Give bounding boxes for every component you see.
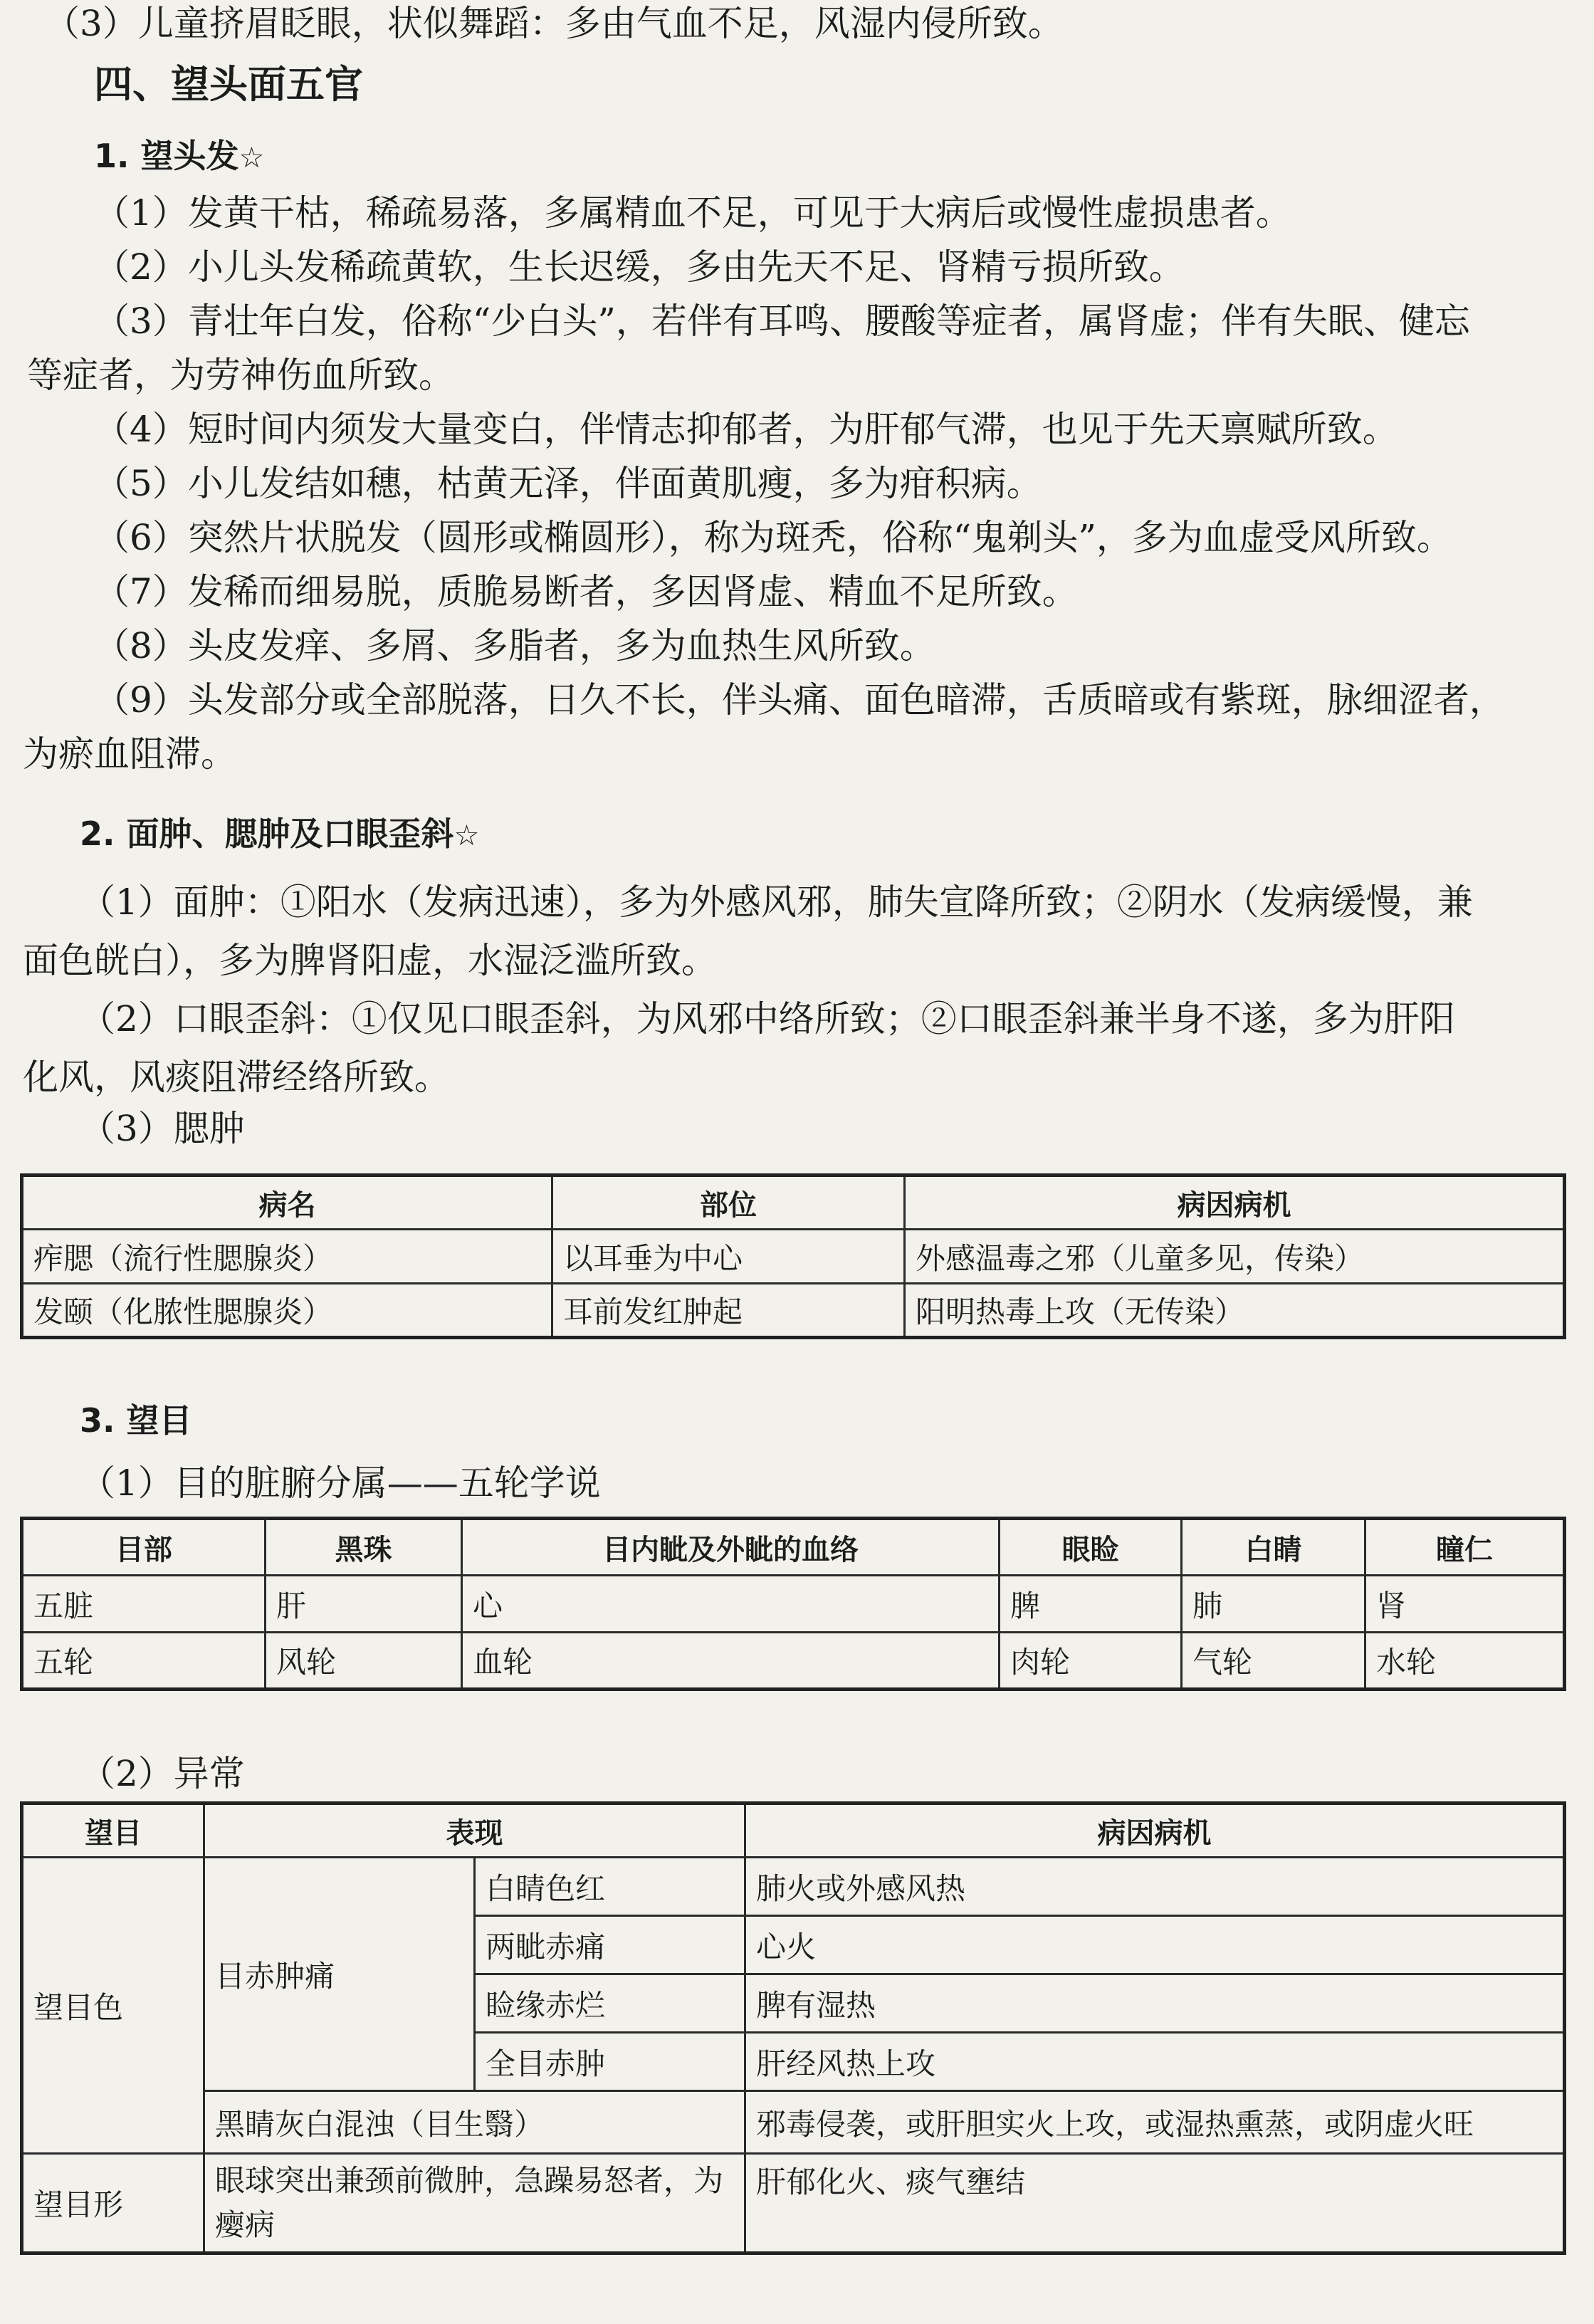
table-header-row bbox=[22, 1804, 1565, 1858]
table-cell: 望目色 bbox=[22, 1858, 204, 2154]
subsection-title-face-text: 2. 面肿、腮肿及口眼歪斜 bbox=[80, 815, 454, 853]
table-cell: 肝 bbox=[266, 1576, 462, 1633]
paragraph-line: （1）目的脏腑分属——五轮学说 bbox=[80, 1462, 601, 1504]
text-line-top: （3）儿童挤眉眨眼，状似舞蹈：多由气血不足，风湿内侵所致。 bbox=[44, 3, 1064, 44]
subsection-title-hair-text: 1. 望头发 bbox=[94, 137, 239, 175]
paragraph-line: 化风，风痰阻滞经络所致。 bbox=[23, 1057, 450, 1098]
table-cell: 五轮 bbox=[22, 1633, 266, 1690]
table-cell: 阳明热毒上攻（无传染） bbox=[905, 1284, 1565, 1338]
table-header-cell: 目部 bbox=[22, 1519, 266, 1576]
table-header-cell: 黑珠 bbox=[266, 1519, 462, 1576]
table-cell: 肺火或外感风热 bbox=[745, 1858, 1565, 1916]
table-cell: 以耳垂为中心 bbox=[552, 1230, 905, 1284]
star-icon: ☆ bbox=[238, 142, 265, 174]
table-header-row bbox=[22, 1519, 1565, 1576]
table-header-cell: 病名 bbox=[22, 1176, 552, 1230]
paragraph-line: （2）异常 bbox=[80, 1753, 245, 1794]
table-cell: 心火 bbox=[745, 1916, 1565, 1974]
table-cell: 脾 bbox=[1000, 1576, 1182, 1633]
table-cell: 目赤肿痛 bbox=[204, 1858, 475, 2091]
subsection-title-hair bbox=[94, 134, 264, 180]
table-cell: 望目形 bbox=[22, 2154, 204, 2254]
table-cell: 五脏 bbox=[22, 1576, 266, 1633]
paragraph-line: （3）腮肿 bbox=[80, 1108, 245, 1149]
paragraph-line: 面色㿠白），多为脾肾阳虚，水湿泛滥所致。 bbox=[23, 940, 717, 981]
table-row bbox=[22, 1858, 1565, 1916]
table-cell: 全目赤肿 bbox=[475, 2033, 745, 2091]
table-cell: 肝郁化火、痰气壅结 bbox=[745, 2154, 1565, 2254]
paragraph-line: （5）小儿发结如穗，枯黄无泽，伴面黄肌瘦，多为疳积病。 bbox=[94, 463, 1042, 504]
paragraph-line: 为瘀血阻滞。 bbox=[23, 733, 236, 775]
table-cell: 邪毒侵袭，或肝胆实火上攻，或湿热熏蒸，或阴虚火旺 bbox=[745, 2091, 1565, 2154]
paragraph-line: 等症者，为劳神伤血所致。 bbox=[27, 355, 454, 396]
table-cell: 黑睛灰白混浊（目生翳） bbox=[204, 2091, 745, 2154]
table-cell: 气轮 bbox=[1182, 1633, 1365, 1690]
table-row bbox=[22, 1633, 1565, 1690]
table-row bbox=[22, 1230, 1565, 1284]
table-cell: 白睛色红 bbox=[475, 1858, 745, 1916]
table-header-cell: 望目 bbox=[22, 1804, 204, 1858]
table-header-row bbox=[22, 1176, 1565, 1230]
table-header-cell: 病因病机 bbox=[745, 1804, 1565, 1858]
table-cell: 肾 bbox=[1365, 1576, 1565, 1633]
star-icon: ☆ bbox=[453, 820, 480, 852]
subsection-title-eye: 3. 望目 bbox=[80, 1401, 192, 1440]
table-cell: 水轮 bbox=[1365, 1633, 1565, 1690]
paragraph-line: （3）青壮年白发，俗称“少白头”，若伴有耳鸣、腰酸等症者，属肾虚；伴有失眠、健忘 bbox=[94, 300, 1470, 342]
paragraph-line: （7）发稀而细易脱，质脆易断者，多因肾虚、精血不足所致。 bbox=[94, 571, 1078, 612]
table-cell: 肝经风热上攻 bbox=[745, 2033, 1565, 2091]
table-cell: 外感温毒之邪（儿童多见，传染） bbox=[905, 1230, 1565, 1284]
table-cell: 发颐（化脓性腮腺炎） bbox=[22, 1284, 552, 1338]
table-cell: 心 bbox=[462, 1576, 1000, 1633]
table-cell: 肺 bbox=[1182, 1576, 1365, 1633]
paragraph-line: （1）面肿：①阳水（发病迅速），多为外感风邪，肺失宣降所致；②阴水（发病缓慢，兼 bbox=[80, 881, 1473, 923]
five-wheels-table bbox=[20, 1517, 1566, 1691]
table-cell: 肉轮 bbox=[1000, 1633, 1182, 1690]
parotitis-table bbox=[20, 1173, 1566, 1339]
table-cell: 睑缘赤烂 bbox=[475, 1974, 745, 2033]
table-row bbox=[22, 1284, 1565, 1338]
section-title-4: 四、望头面五官 bbox=[94, 62, 363, 107]
eye-abnormal-table bbox=[20, 1801, 1566, 2255]
table-header-cell: 眼睑 bbox=[1000, 1519, 1182, 1576]
table-header-cell: 目内眦及外眦的血络 bbox=[462, 1519, 1000, 1576]
table-row bbox=[22, 1576, 1565, 1633]
table-cell: 风轮 bbox=[266, 1633, 462, 1690]
paragraph-line: （4）短时间内须发大量变白，伴情志抑郁者，为肝郁气滞，也见于先天禀赋所致。 bbox=[94, 409, 1398, 450]
table-cell: 耳前发红肿起 bbox=[552, 1284, 905, 1338]
paragraph-line: （9）头发部分或全部脱落，日久不长，伴头痛、面色暗滞，舌质暗或有紫斑，脉细涩者， bbox=[94, 679, 1505, 721]
table-cell: 脾有湿热 bbox=[745, 1974, 1565, 2033]
table-cell: 痄腮（流行性腮腺炎） bbox=[22, 1230, 552, 1284]
paragraph-line: （2）口眼歪斜：①仅见口眼歪斜，为风邪中络所致；②口眼歪斜兼半身不遂，多为肝阳 bbox=[80, 998, 1455, 1040]
table-header-cell: 表现 bbox=[204, 1804, 745, 1858]
paragraph-line: （2）小儿头发稀疏黄软，生长迟缓，多由先天不足、肾精亏损所致。 bbox=[94, 246, 1185, 288]
table-cell: 血轮 bbox=[462, 1633, 1000, 1690]
table-row bbox=[22, 2091, 1565, 2154]
paragraph-line: （1）发黄干枯，稀疏易落，多属精血不足，可见于大病后或慢性虚损患者。 bbox=[94, 192, 1291, 234]
subsection-title-face bbox=[80, 812, 479, 858]
table-header-cell: 白睛 bbox=[1182, 1519, 1365, 1576]
paragraph-line: （8）头皮发痒、多屑、多脂者，多为血热生风所致。 bbox=[94, 625, 935, 666]
table-cell: 两眦赤痛 bbox=[475, 1916, 745, 1974]
table-cell: 眼球突出兼颈前微肿，急躁易怒者，为瘿病 bbox=[204, 2154, 745, 2254]
table-header-cell: 瞳仁 bbox=[1365, 1519, 1565, 1576]
table-row bbox=[22, 2154, 1565, 2254]
table-header-cell: 病因病机 bbox=[905, 1176, 1565, 1230]
paragraph-line: （6）突然片状脱发（圆形或椭圆形），称为斑秃，俗称“鬼剃头”，多为血虚受风所致。 bbox=[94, 517, 1452, 558]
table-header-cell: 部位 bbox=[552, 1176, 905, 1230]
